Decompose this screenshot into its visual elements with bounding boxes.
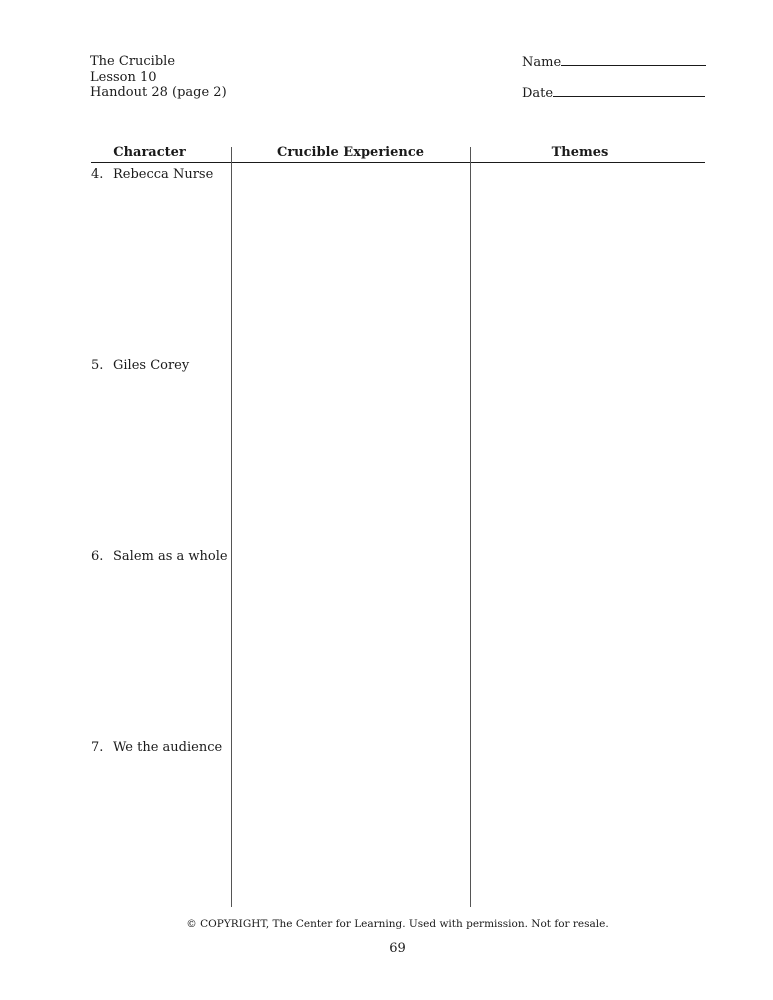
lesson-label: Lesson 10 [90, 69, 157, 85]
table-row [91, 358, 189, 373]
character-name: Salem as a whole [113, 549, 228, 564]
table-row [91, 740, 222, 755]
name-blank [561, 54, 706, 66]
column-header-character: Character [113, 145, 186, 160]
row-number: 5. [91, 358, 104, 373]
header-rule [91, 162, 705, 163]
handout-label: Handout 28 (page 2) [90, 85, 227, 100]
name-line [522, 54, 706, 85]
column-header-crucible-experience: Crucible Experience [276, 145, 425, 160]
table-row [91, 167, 213, 182]
character-name: Rebecca Nurse [113, 167, 214, 182]
document-title: The Crucible [90, 54, 176, 69]
header-right [522, 54, 706, 116]
date-blank [553, 85, 705, 97]
row-number: 7. [91, 740, 104, 755]
header-left [90, 54, 227, 101]
character-name: Giles Corey [113, 358, 190, 373]
name-label: Name [522, 55, 562, 70]
date-line [522, 85, 706, 116]
row-number: 6. [91, 549, 104, 564]
character-name: We the audience [113, 740, 223, 755]
date-label: Date [522, 86, 554, 101]
column-divider-1 [231, 147, 232, 907]
copyright-notice: © COPYRIGHT, The Center for Learning. Used with permission. Not for resale. [186, 918, 609, 930]
table-row [91, 549, 228, 564]
page-number: 69 [389, 941, 406, 956]
row-number: 4. [91, 167, 104, 182]
column-divider-2 [470, 147, 471, 907]
column-header-themes: Themes [551, 145, 609, 160]
